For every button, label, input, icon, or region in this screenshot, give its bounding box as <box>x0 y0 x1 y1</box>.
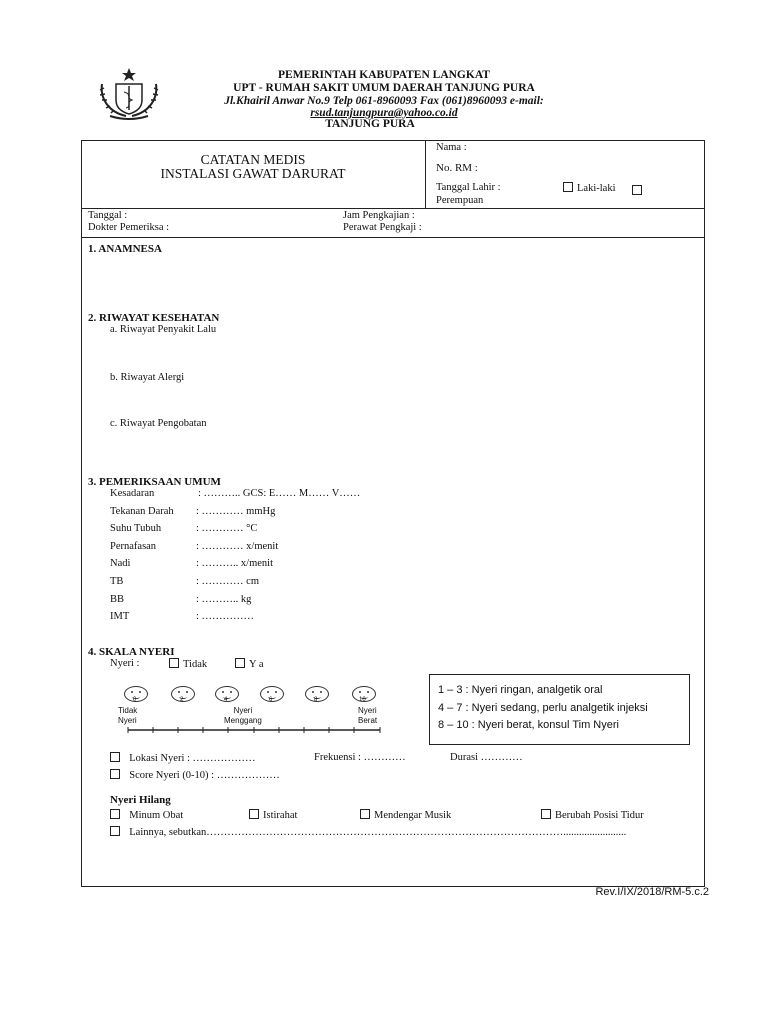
vital-label: IMT <box>110 611 130 622</box>
patient-rm-field[interactable]: No. RM : <box>436 162 478 174</box>
legend-ringan: 1 – 3 : Nyeri ringan, analgetik oral <box>438 684 603 696</box>
checkbox-icon[interactable] <box>110 826 120 836</box>
durasi-field[interactable]: Durasi ………… <box>450 752 523 763</box>
lokasi-nyeri-field[interactable]: Lokasi Nyeri : ……………… <box>110 752 256 764</box>
score-nyeri-field[interactable]: Score Nyeri (0-10) : ……………… <box>110 769 280 781</box>
patient-dob-field[interactable]: Tanggal Lahir : <box>436 182 501 193</box>
gender-female-label: Perempuan <box>436 195 484 206</box>
vital-value[interactable]: : ………… cm <box>196 576 259 587</box>
face-number: 2 <box>180 697 184 703</box>
header-address: Jl.Khairil Anwar No.9 Telp 061-8960093 Fax (061)8960093 e-mail: <box>224 95 544 107</box>
revision-code: Rev.I/IX/2018/RM-5.c.2 <box>595 886 709 898</box>
vital-value[interactable]: : ………… °C <box>196 523 258 534</box>
checkbox-icon[interactable] <box>169 658 179 668</box>
checkbox-icon[interactable] <box>110 809 120 819</box>
option-mendengar-musik[interactable]: Mendengar Musik <box>360 809 451 821</box>
vital-label: Nadi <box>110 558 131 569</box>
checkbox-icon[interactable] <box>541 809 551 819</box>
option-minum-obat[interactable]: Minum Obat <box>110 809 183 821</box>
riwayat-pengobatan: c. Riwayat Pengobatan <box>110 418 207 429</box>
patient-name-field[interactable]: Nama : <box>436 142 467 153</box>
face-number: 0 <box>133 697 137 703</box>
vital-label: Suhu Tubuh <box>110 523 162 534</box>
face-number: 6 <box>269 697 273 703</box>
legend-sedang: 4 – 7 : Nyeri sedang, perlu analgetik injeksi <box>438 702 648 714</box>
option-istirahat[interactable]: Istirahat <box>249 809 297 821</box>
section-skala-nyeri: 4. SKALA NYERI <box>88 646 175 658</box>
checkbox-icon[interactable] <box>563 182 573 192</box>
frekuensi-field[interactable]: Frekuensi : ………… <box>314 752 406 763</box>
checkbox-icon[interactable] <box>110 769 120 779</box>
vital-value[interactable]: : ……….. kg <box>196 594 252 605</box>
vital-label: BB <box>110 594 125 605</box>
vital-label: Tekanan Darah <box>110 506 174 517</box>
assessment-time-field[interactable]: Jam Pengkajian : <box>343 210 415 221</box>
scale-label-menggang: Nyeri Menggang <box>224 706 262 725</box>
nyeri-tidak-option[interactable]: Tidak <box>169 658 207 670</box>
vital-label: Pernafasan <box>110 541 157 552</box>
option-lainnya[interactable]: Lainnya, sebutkan…………………………………………………………………………………………........................ <box>110 826 626 838</box>
header-line-2: UPT - RUMAH SAKIT UMUM DAERAH TANJUNG PURA <box>233 82 535 94</box>
vital-value[interactable]: : …………… <box>196 611 255 622</box>
riwayat-alergi: b. Riwayat Alergi <box>110 372 185 383</box>
section-pemeriksaan: 3. PEMERIKSAAN UMUM <box>88 476 221 488</box>
vital-label: TB <box>110 576 124 587</box>
nyeri-label: Nyeri : <box>110 658 140 669</box>
divider <box>425 140 426 208</box>
form-subtitle: INSTALASI GAWAT DARURAT <box>160 166 346 181</box>
face-number: 8 <box>314 697 318 703</box>
option-berubah-posisi[interactable]: Berubah Posisi Tidur <box>541 809 644 821</box>
scale-label-berat: Nyeri Berat <box>358 706 378 725</box>
vital-label: Kesadaran <box>110 488 155 499</box>
checkbox-icon[interactable] <box>360 809 370 819</box>
divider <box>81 237 704 238</box>
divider <box>81 208 704 209</box>
vital-value[interactable]: : ……….. GCS: E…… M…… V…… <box>198 488 361 499</box>
pain-scale-ruler <box>126 725 382 735</box>
nurse-field[interactable]: Perawat Pengkaji : <box>343 222 422 233</box>
header-line-1: PEMERINTAH KABUPATEN LANGKAT <box>278 69 490 81</box>
doctor-field[interactable]: Dokter Pemeriksa : <box>88 222 170 233</box>
section-anamnesa: 1. ANAMNESA <box>88 243 162 255</box>
section-riwayat: 2. RIWAYAT KESEHATAN <box>88 312 220 324</box>
form-title: CATATAN MEDIS <box>200 152 306 167</box>
header-email: rsud.tanjungpura@yahoo.co.id <box>310 107 458 119</box>
checkbox-icon[interactable] <box>110 752 120 762</box>
face-number: 4 <box>224 697 228 703</box>
riwayat-penyakit: a. Riwayat Penyakit Lalu <box>110 324 217 335</box>
checkbox-icon[interactable] <box>235 658 245 668</box>
vital-value[interactable]: : ……….. x/menit <box>196 558 273 569</box>
checkbox-icon[interactable] <box>249 809 259 819</box>
date-field[interactable]: Tanggal : <box>88 210 128 221</box>
legend-berat: 8 – 10 : Nyeri berat, konsul Tim Nyeri <box>438 719 619 731</box>
scale-label-tidak: Tidak Nyeri <box>118 706 138 725</box>
gender-female-checkbox[interactable] <box>632 185 642 195</box>
face-number: 10 <box>359 697 366 703</box>
header-city: TANJUNG PURA <box>325 118 415 130</box>
gender-male-option[interactable]: Laki-laki <box>563 182 615 194</box>
vital-value[interactable]: : ………… mmHg <box>196 506 276 517</box>
vital-value[interactable]: : ………… x/menit <box>196 541 279 552</box>
nyeri-hilang-title: Nyeri Hilang <box>110 794 171 806</box>
nyeri-ya-option[interactable]: Y a <box>235 658 263 670</box>
